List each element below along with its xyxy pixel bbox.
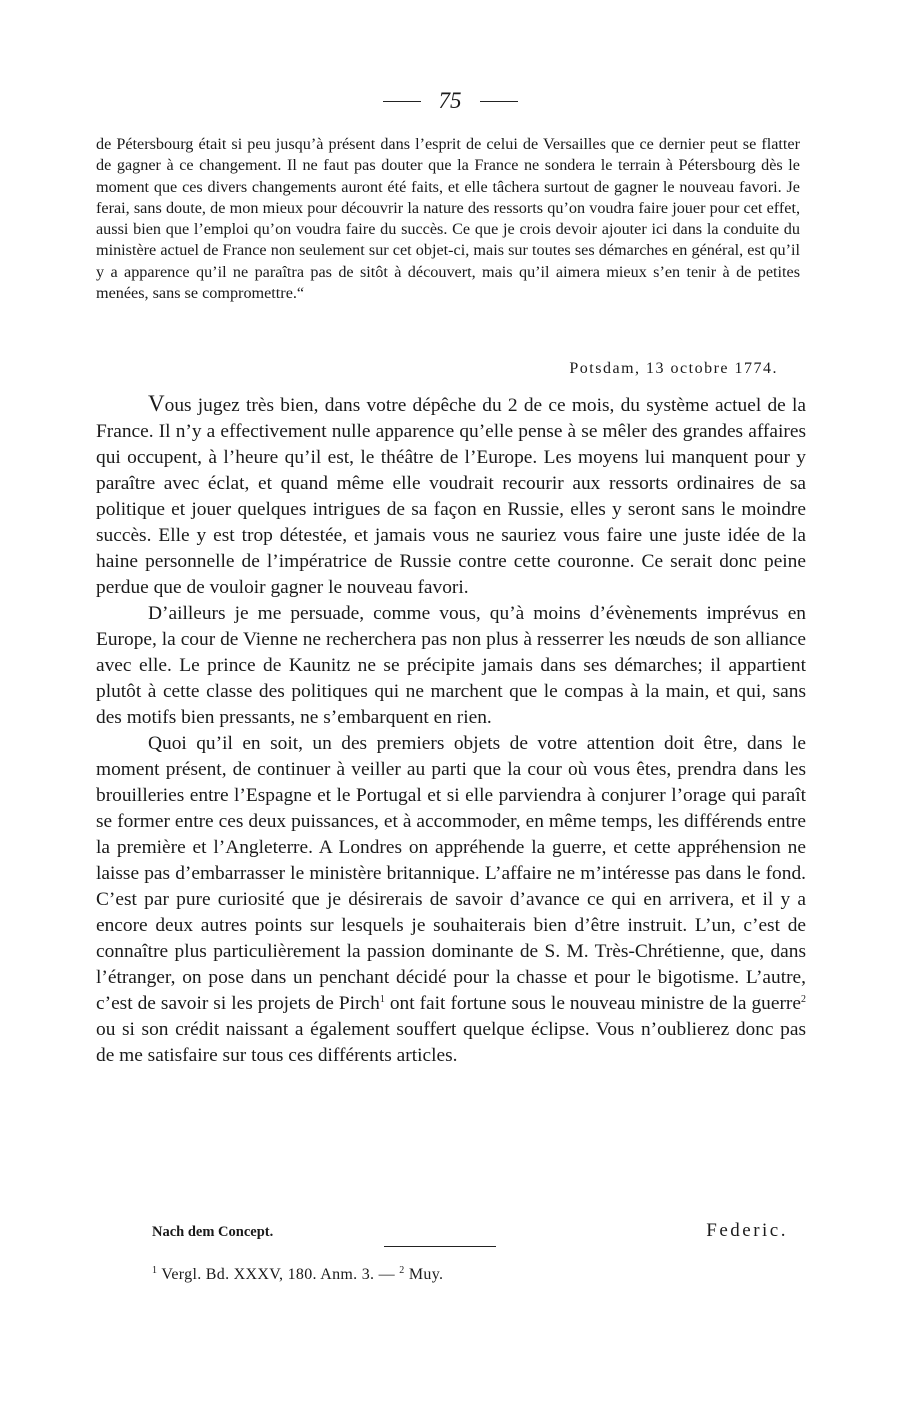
footnote-2-text: Muy.: [408, 1266, 444, 1283]
page-number: 75: [438, 88, 462, 113]
paragraph-3-text-a: Quoi qu’il en soit, un des premiers objets de votre attention doit être, dans le moment présent, de continuer à veiller au parti que la cour où vous êtes, prendra dans les brouilleries entre l’Espagne et le Portugal et si elle parviendra à conjurer l’orage qui paraît se former entre ces deux puissances, et à accommoder, en même temps, les différends entre la première et l’Angleterre. A Londres on appréhende la guerre, et cette appréhension ne laisse pas d’embarrasser le ministère britannique. L’affaire ne m’intéresse pas dans le fond. C’est par pure curiosité que je désirerais de savoir d’avance ce qui en arrivera, et il y a encore deux autres points sur lesquels je souhaiterais bien d’être instruit. L’un, c’est de connaître plus particulièrement la passion dominante de S. M. Très-Chrétienne, que, dans l’étranger, on pose dans un penchant décidé pour la chasse et pour le bigotisme. L’autre, c’est de savoir si les projets de Pirch: [96, 733, 806, 1014]
footnote-ref-2: 2: [801, 994, 806, 1005]
footnotes: [152, 1266, 443, 1284]
paragraph-1-text: ous jugez très bien, dans votre dépêche du 2 de ce mois, du système actuel de la France. Il n’y a effectivement nulle apparence qu’elle pense à se mêler des grandes affaires qui occupent, à l’heure qu’il est, le théâtre de l’Europe. Les moyens lui manquent pour y paraître avec éclat, et quand même elle voudrait recourir aux ressorts ordinaires de sa politique et jouer quelques intrigues de sa façon en Russie, elles y seront sans le moindre succès. Elle y est trop détestée, et jamais vous ne sauriez vous faire une juste idée de la haine personnelle de l’impératrice de Russie contre cette couronne. Ce serait donc peine perdue que de vouloir gagner le nouveau favori.: [96, 395, 806, 598]
footnote-1-text: Vergl. Bd. XXXV, 180. Anm. 3. —: [161, 1266, 395, 1283]
quote-paragraph: de Pétersbourg était si peu jusqu’à présent dans l’esprit de celui de Versailles que ce dernier peut se flatter de gagner à ce changement. Il ne faut pas douter que la France ne sondera le terrain à Pétersbourg dès le moment que ces divers changements auront été faits, et elle tâchera surtout de gagner le nouveau favori. Je ferai, sans doute, de mon mieux pour découvrir la nature des ressorts qu’on voudra faire jouer pour cet effet, aussi bien que l’emploi qu’on voudra faire du succès. Ce que je crois devoir ajouter ici dans la conduite du ministère actuel de France non seulement sur cet objet-ci, mais sur toutes ses démarches en général, est qu’il y a apparence qu’il ne paraîtra pas de sitôt à découvert, mais qu’il aimera mieux s’en tenir à de petites menées, sans se compromettre.“: [96, 135, 800, 303]
paragraph-3-text-b: ont fait fortune sous le nouveau ministre de la guerre: [384, 993, 801, 1014]
letter-paragraph-2: D’ailleurs je me persuade, comme vous, qu’à moins d’évènements imprévus en Europe, la cour de Vienne ne recherchera pas non plus à resserrer les nœuds de son alliance avec elle. Le prince de Kaunitz ne se précipite jamais dans ses démarches; il appartient plutôt à cette classe des politiques qui ne marchent que le compas à la main, et qui, sans des motifs bien pressants, ne s’embarquent en rien.: [96, 603, 806, 728]
header-rule-right: [480, 101, 518, 102]
dateline: Potsdam, 13 octobre 1774.: [569, 360, 778, 377]
initial-letter: V: [148, 391, 165, 416]
source-note: Nach dem Concept.: [152, 1224, 274, 1240]
header-rule-left: [383, 101, 421, 102]
letter-body: [96, 391, 806, 1069]
footnote-rule: [384, 1246, 496, 1247]
letter-paragraph-3: [96, 731, 806, 1069]
footnote-mark-1: 1: [152, 1265, 158, 1276]
footnote-mark-2: 2: [399, 1265, 405, 1276]
paragraph-3-text-c: ou si son crédit naissant a également souffert quelque éclipse. Vous n’oublierez donc pas de me satisfaire sur tous ces différents articles.: [96, 1019, 806, 1066]
letter-paragraph-1: [96, 391, 806, 601]
footnote-ref-1: 1: [379, 994, 385, 1005]
signature: Federic.: [706, 1220, 788, 1241]
page-header: [0, 88, 900, 114]
quoted-report: [96, 134, 800, 304]
